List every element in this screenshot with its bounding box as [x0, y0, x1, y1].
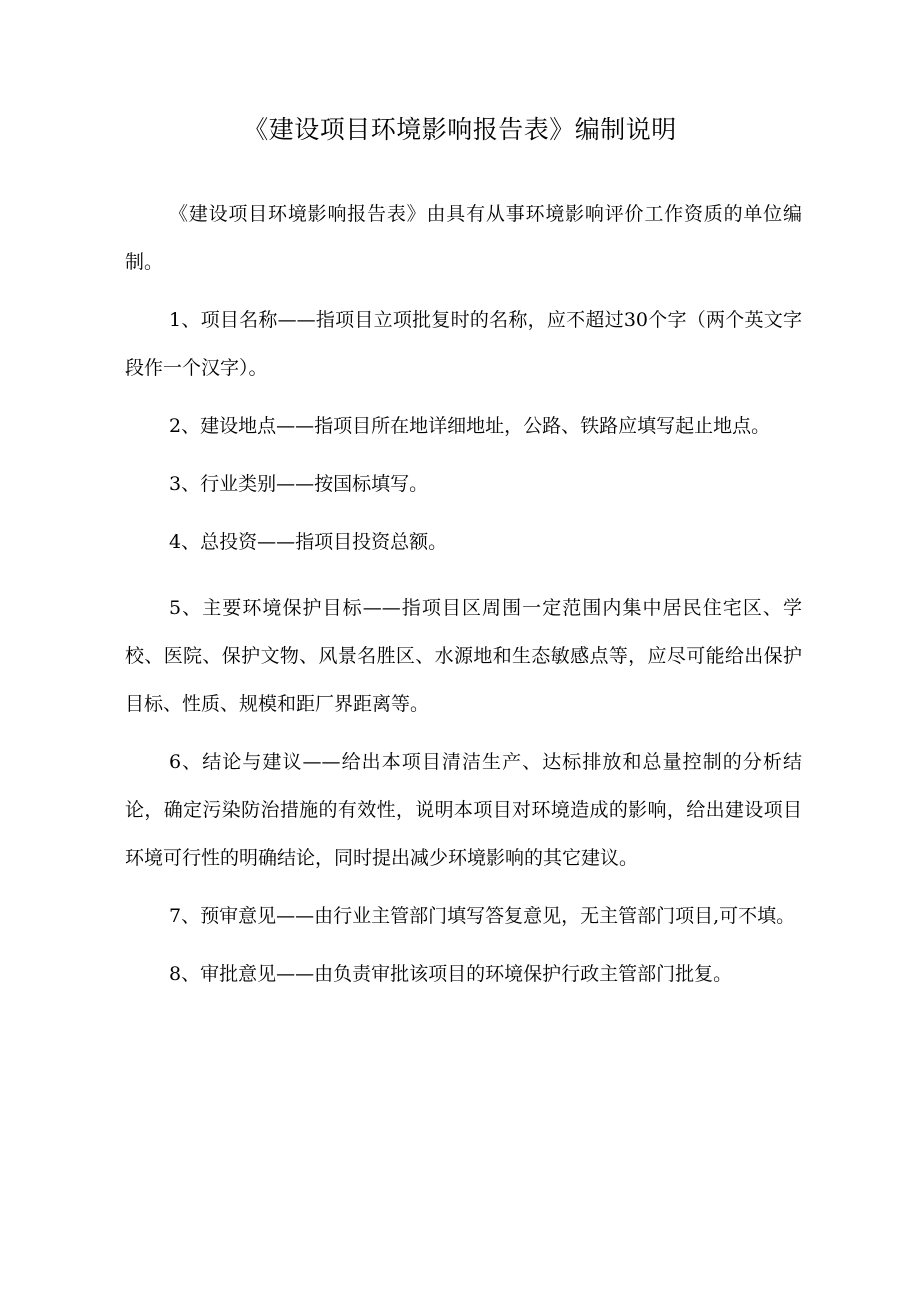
paragraph-item-4: 4、总投资——指项目投资总额。 [169, 531, 448, 553]
paragraph-item-5: 5、主要环境保护目标——指项目区周围一定范围内集中居民住宅区、学校、医院、保护文物、风景名胜区、水源地和生态敏感点等，应尽可能给出保护目标、性质、规模和距厂界距离等。 [125, 597, 802, 715]
paragraph-intro: 《建设项目环境影响报告表》由具有从事环境影响评价工作资质的单位编制。 [125, 203, 802, 273]
paragraph-item-3: 3、行业类别——按国标填写。 [169, 473, 429, 495]
paragraph-item-8: 8、审批意见——由负责审批该项目的环境保护行政主管部门批复。 [169, 963, 733, 985]
paragraph-item-7: 7、预审意见——由行业主管部门填写答复意见，无主管部门项目,可不填。 [169, 905, 796, 927]
paragraph-item-6: 6、结论与建议——给出本项目清洁生产、达标排放和总量控制的分析结论，确定污染防治措施的有效性，说明本项目对环境造成的影响，给出建设项目环境可行性的明确结论，同时提出减少环境影响的其它建议。 [125, 751, 802, 869]
paragraph-item-2: 2、建设地点——指项目所在地详细地址，公路、铁路应填写起止地点。 [169, 415, 771, 437]
document-title: 《建设项目环境影响报告表》编制说明 [243, 115, 677, 144]
document-body [125, 190, 802, 1008]
paragraph-item-1: 1、项目名称——指项目立项批复时的名称，应不超过30个字（两个英文字段作一个汉字）。 [125, 309, 802, 379]
